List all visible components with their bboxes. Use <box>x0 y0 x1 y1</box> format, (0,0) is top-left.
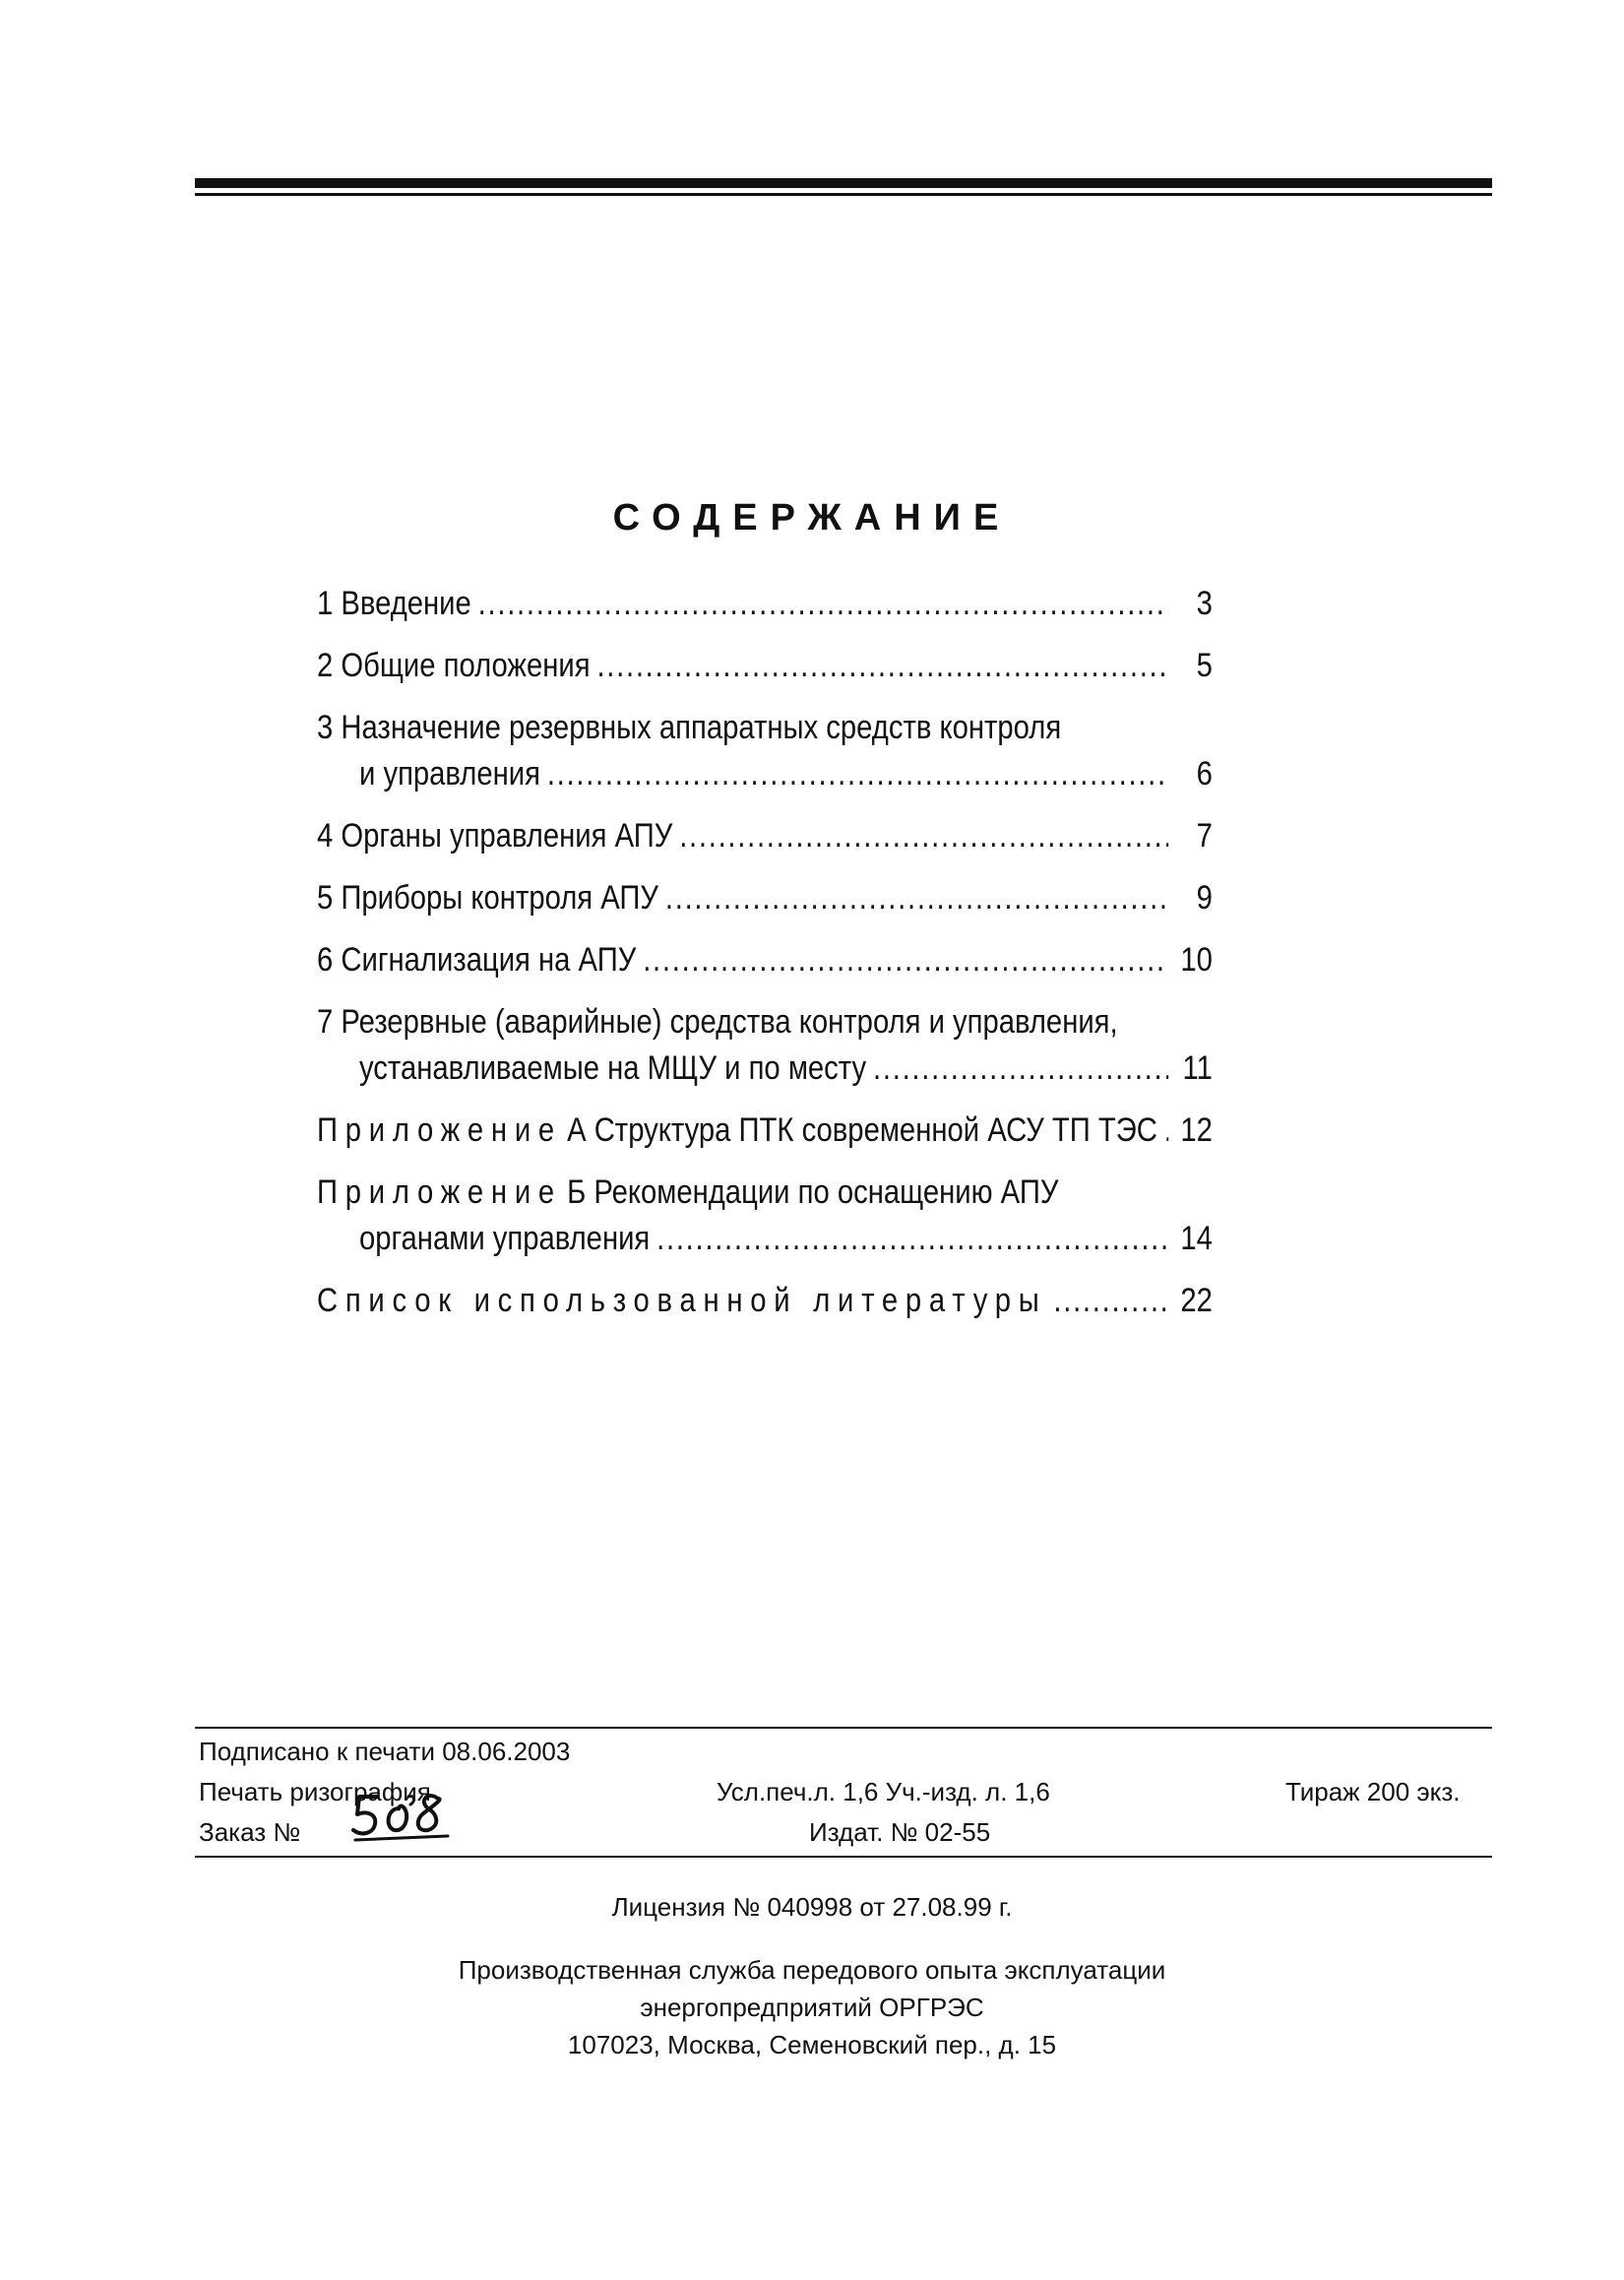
toc-line <box>317 1216 1213 1262</box>
toc-text: 4 Органы управления АПУ <box>317 817 673 855</box>
toc-line <box>317 1045 1213 1092</box>
toc-label <box>317 1170 1058 1216</box>
toc-dot-leader <box>547 751 1168 797</box>
toc-line <box>317 1108 1213 1154</box>
toc-page-number: 9 <box>1196 879 1213 917</box>
toc-line <box>317 875 1213 921</box>
toc-label <box>359 751 540 797</box>
toc-page-number: 14 <box>1180 1220 1213 1257</box>
toc-label <box>317 705 1061 751</box>
toc-dot-leader <box>1053 1278 1168 1324</box>
publisher-line-3: 107023, Москва, Семеновский пер., д. 15 <box>567 2030 1057 2059</box>
toc-text: Список использованной литературы <box>317 1282 1047 1319</box>
toc-prefix: Приложение <box>317 1111 562 1149</box>
toc-label <box>359 1045 866 1092</box>
toc-title: СОДЕРЖАНИЕ <box>612 497 1012 538</box>
toc-text: 2 Общие положения <box>317 647 591 684</box>
publisher-line-2: энергопредприятий ОРГРЭС <box>640 1993 984 2022</box>
toc-page-number: 10 <box>1180 941 1213 979</box>
toc-label <box>317 581 471 627</box>
imprint-circulation: Тираж 200 экз. <box>1285 1777 1461 1806</box>
toc-text: Б Рекомендации по оснащению АПУ <box>567 1173 1059 1211</box>
toc-label <box>317 1108 1157 1154</box>
imprint-rule-top <box>195 1727 1492 1729</box>
top-rule-thin <box>195 193 1492 196</box>
toc-dot-leader <box>873 1045 1168 1092</box>
toc-entry <box>317 643 1213 689</box>
toc-label <box>317 813 672 859</box>
toc-label <box>317 875 658 921</box>
toc-label <box>317 1278 1047 1324</box>
imprint-sheets: Усл.печ.л. 1,6 Уч.-изд. л. 1,6 <box>717 1777 1050 1806</box>
toc-line <box>317 643 1213 689</box>
toc-dot-leader <box>596 643 1168 689</box>
toc-page-number: 5 <box>1196 647 1213 684</box>
toc-line <box>317 1278 1213 1324</box>
toc-page-number: 3 <box>1196 585 1213 622</box>
toc-page-number: 6 <box>1196 755 1213 792</box>
toc-dot-leader <box>679 813 1168 859</box>
toc-page-number: 12 <box>1180 1111 1213 1149</box>
toc-line <box>317 751 1213 797</box>
toc-page-number: 7 <box>1196 817 1213 855</box>
order-number-handwritten <box>349 1787 458 1844</box>
top-rule <box>195 178 1492 188</box>
toc-entry <box>317 1278 1213 1324</box>
toc-dot-leader <box>656 1216 1168 1262</box>
toc-label <box>317 999 1118 1045</box>
toc-text: А Структура ПТК современной АСУ ТП ТЭС <box>567 1111 1157 1149</box>
toc-text: 5 Приборы контроля АПУ <box>317 879 658 917</box>
toc-line <box>317 937 1213 983</box>
toc-label <box>317 937 636 983</box>
toc-line <box>317 705 1213 751</box>
toc-entry <box>317 875 1213 921</box>
toc-entry <box>317 1170 1213 1262</box>
toc-entry <box>317 705 1213 797</box>
publisher-line-1: Производственная служба передового опыта эксплуатации <box>458 1955 1166 1985</box>
imprint-publisher-no: Издат. № 02-55 <box>809 1817 991 1847</box>
toc-prefix: Приложение <box>317 1173 562 1211</box>
toc-entry <box>317 999 1213 1092</box>
toc-page-number: 22 <box>1180 1282 1213 1319</box>
toc-label <box>317 643 591 689</box>
toc-label <box>359 1216 650 1262</box>
toc-text: и управления <box>359 755 540 792</box>
toc-line <box>317 999 1213 1045</box>
imprint-signed: Подписано к печати 08.06.2003 <box>199 1737 571 1766</box>
toc-page-number: 11 <box>1182 1049 1213 1087</box>
toc-entry <box>317 937 1213 983</box>
toc-text: устанавливаемые на МЩУ и по месту <box>359 1049 867 1087</box>
toc-dot-leader <box>1164 1108 1168 1154</box>
toc-line <box>317 581 1213 627</box>
toc-line <box>317 1170 1213 1216</box>
imprint-print-type: Печать ризография <box>199 1777 431 1806</box>
toc-text: 6 Сигнализация на АПУ <box>317 941 637 979</box>
imprint-rule-bottom <box>195 1856 1492 1858</box>
imprint-order-label: Заказ № <box>199 1817 301 1847</box>
table-of-contents <box>317 581 1213 1340</box>
toc-text: 1 Введение <box>317 585 471 622</box>
toc-text: органами управления <box>359 1220 651 1257</box>
toc-dot-leader <box>478 581 1168 627</box>
toc-entry <box>317 813 1213 859</box>
toc-text: 3 Назначение резервных аппаратных средств контроля <box>317 709 1062 746</box>
toc-dot-leader <box>643 937 1168 983</box>
toc-dot-leader <box>665 875 1168 921</box>
license-line: Лицензия № 040998 от 27.08.99 г. <box>611 1892 1013 1922</box>
toc-entry <box>317 581 1213 627</box>
toc-entry <box>317 1108 1213 1154</box>
toc-line <box>317 813 1213 859</box>
toc-text: 7 Резервные (аварийные) средства контроля и управления, <box>317 1003 1118 1041</box>
